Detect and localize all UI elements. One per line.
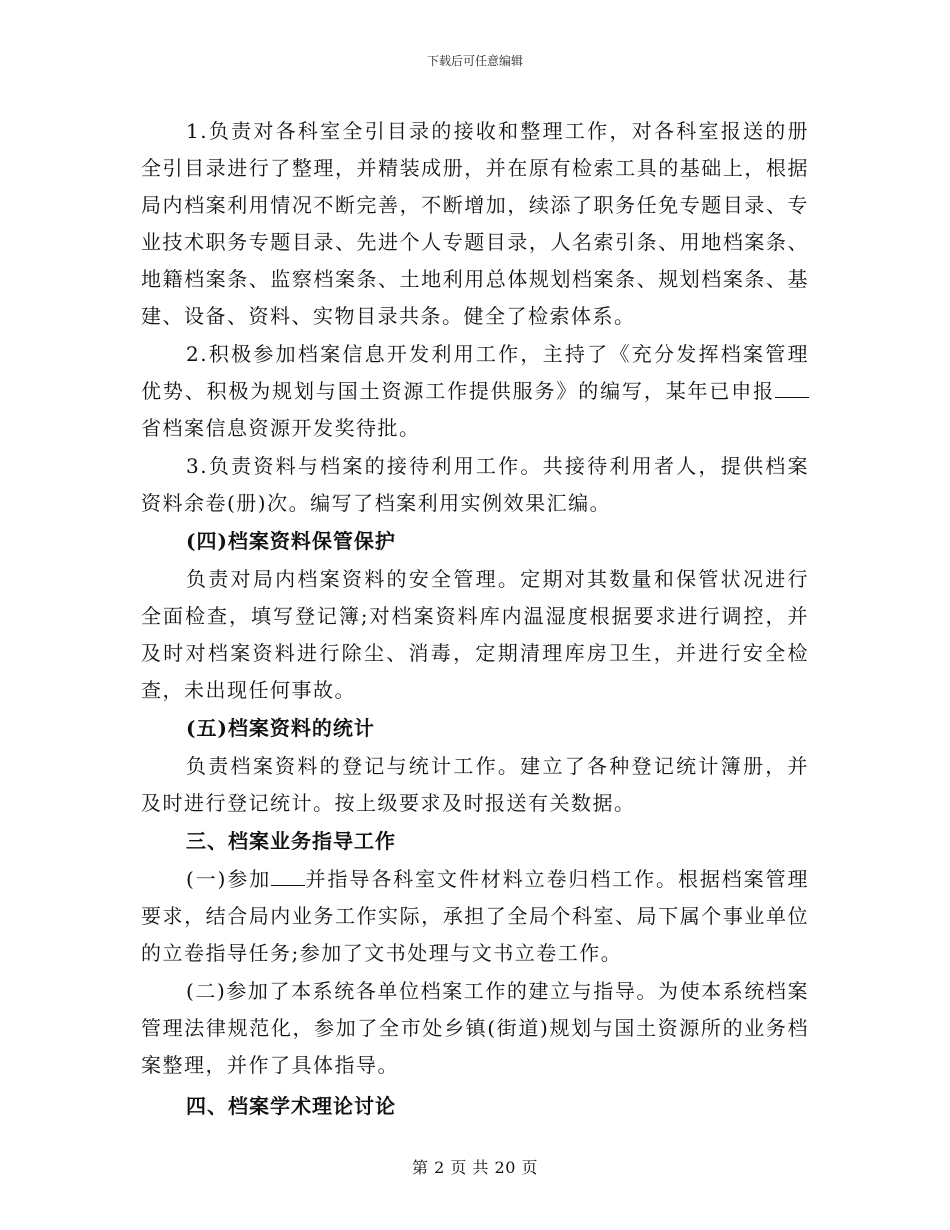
paragraph-item-2-text: 2.积极参加档案信息开发利用工作，主持了《充分发挥档案管理优势、积极为规划与国土资源工作提供服务》的编写，某年已申报 <box>141 342 809 403</box>
paragraph-storage: 负责对局内档案资料的安全管理。定期对其数量和保管状况进行全面检查，填写登记簿;对档案资料库内温湿度根据要求进行调控，并及时对档案资料进行除尘、消毒，定期清理库房卫生，并进行安全检查，未出现任何事故。 <box>141 567 809 702</box>
page-number: 第 2 页 共 20 页 <box>412 1158 538 1177</box>
section-heading-3: 三、档案业务指导工作 <box>186 829 396 853</box>
paragraph-guidance-1-head: (一)参加 <box>186 867 272 891</box>
section-heading-5: (五)档案资料的统计 <box>186 716 375 740</box>
blank-line <box>271 863 305 886</box>
document-body <box>141 113 809 1126</box>
paragraph-guidance-2: (二)参加了本系统各单位档案工作的建立与指导。为使本系统档案管理法律规范化，参加了全市处乡镇(街道)规划与国土资源所的业务档案整理，并作了具体指导。 <box>141 979 809 1077</box>
header-note: 下载后可任意编辑 <box>426 54 523 68</box>
paragraph-item-2 <box>141 336 809 447</box>
paragraph-statistics: 负责档案资料的登记与统计工作。建立了各种登记统计簿册，并及时进行登记统计。按上级要求及时报送有关数据。 <box>141 754 809 815</box>
paragraph-guidance-1 <box>141 861 809 972</box>
paragraph-item-1: 1.负责对各科室全引目录的接收和整理工作，对各科室报送的册全引目录进行了整理，并精装成册，并在原有检索工具的基础上，根据局内档案利用情况不断完善，不断增加，续添了职务任免专题目录、专业技术职务专题目录、先进个人专题目录，人名索引条、用地档案条、地籍档案条、监察档案条、土地利用总体规划档案条、规划档案条、基建、设备、资料、实物目录共条。健全了检索体系。 <box>141 119 809 328</box>
section-heading-4-theory: 四、档案学术理论讨论 <box>186 1094 396 1118</box>
paragraph-guidance-1-text: 并指导各科室文件材料立卷归档工作。根据档案管理要求，结合局内业务工作实际，承担了全局个科室、局下属个事业单位的立卷指导任务;参加了文书处理与文书立卷工作。 <box>141 867 809 965</box>
blank-line <box>775 375 809 398</box>
paragraph-item-3: 3.负责资料与档案的接待利用工作。共接待利用者人，提供档案资料余卷(册)次。编写了档案利用实例效果汇编。 <box>141 454 809 515</box>
section-heading-4: (四)档案资料保管保护 <box>186 529 396 553</box>
paragraph-item-2-tail: 省档案信息资源开发奖待批。 <box>141 416 421 440</box>
